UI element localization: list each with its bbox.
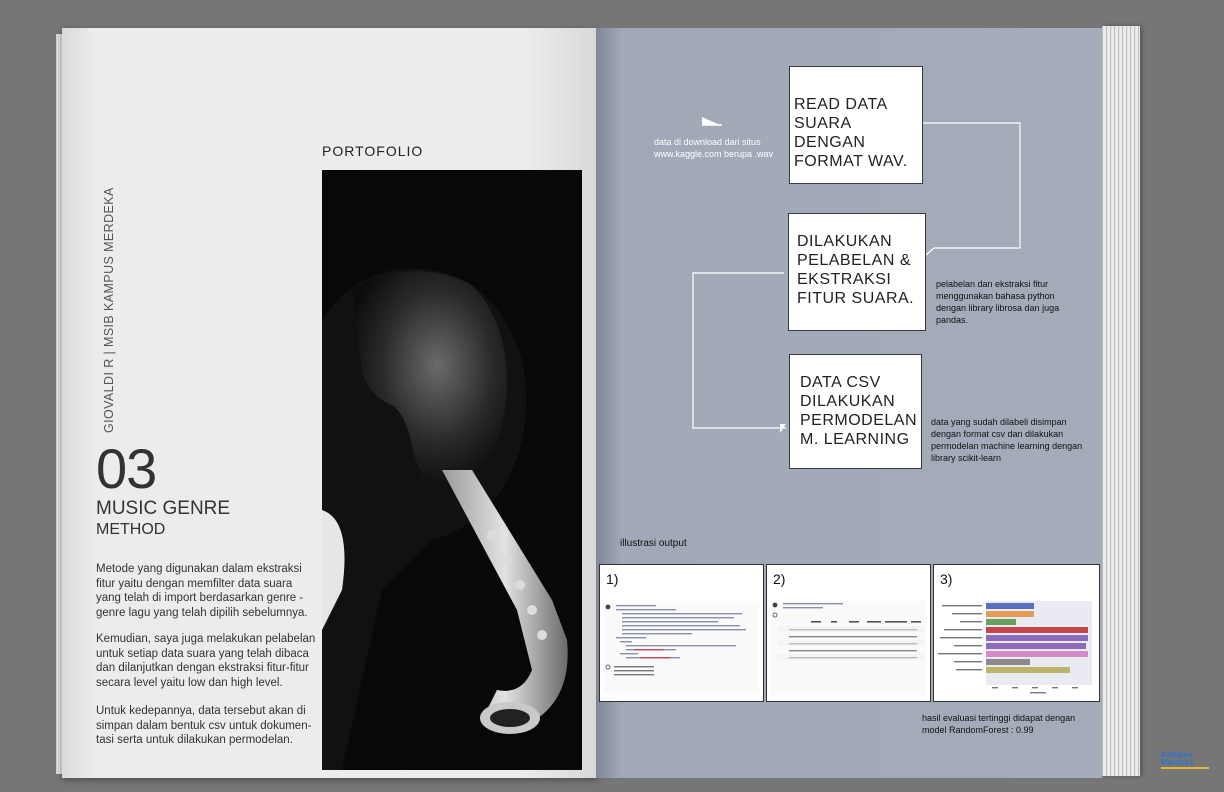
paragraph-3: Untuk kedepannya, data tersebut akan di simpan dalam bentuk csv untuk dokumen- tasi serta untuk dilakukan permodelan. xyxy=(96,705,312,746)
step1-box-text: READ DATA SUARA DENGAN FORMAT WAV. xyxy=(794,96,908,170)
paragraph-1: Metode yang digunakan dalam ekstraksi fitur yaitu dengan memfilter data suara yang telah di import berdasarkan genre - genre lagu yang telah dipilih sebelumnya. xyxy=(96,563,308,619)
step1-note: data di download dari situs www.kaggle.com berupa .wav xyxy=(654,137,774,159)
left-page xyxy=(62,28,598,778)
illustration-label: illustrasi output xyxy=(620,538,687,549)
panel-2-label: 2) xyxy=(773,571,786,587)
chapter-title-line2: METHOD xyxy=(96,521,166,538)
step3-note: data yang sudah dilabeli disimpan dengan format csv dan dilakukan permodelan machine learning dengan library scikit-learn xyxy=(931,417,1083,463)
right-page xyxy=(596,28,1102,778)
code-screenshot-1 xyxy=(604,603,759,693)
kampus-merdeka-logo xyxy=(1160,748,1216,770)
paragraph-2: Kemudian, saya juga melakukan pelabelan untuk setiap data suara yang telah dibaca dan dilanjutkan dengan ekstraksi fitur-fitur secara level yaitu low dan high level. xyxy=(96,633,316,689)
output-panel-2 xyxy=(766,564,931,702)
step2-box xyxy=(788,213,926,331)
saxophone-player-photo xyxy=(322,170,582,770)
chapter-title-line1: MUSIC GENRE xyxy=(96,498,231,519)
svg-text:Kampus: Kampus xyxy=(1161,750,1193,759)
step3-box xyxy=(789,354,922,469)
svg-text:Merdeka: Merdeka xyxy=(1161,758,1194,767)
portfolio-title: PORTOFOLIO xyxy=(322,143,424,159)
chapter-number: 03 xyxy=(96,437,157,500)
table-screenshot-2 xyxy=(771,601,926,695)
step3-box-text: DATA CSV DILAKUKAN PERMODELAN M. LEARNING xyxy=(800,374,918,448)
bar-chart-screenshot-3 xyxy=(938,599,1095,697)
result-note: hasil evaluasi tertinggi didapat dengan model RandomForest : 0.99 xyxy=(922,713,1076,735)
page-edges-right xyxy=(1102,26,1140,776)
panel-3-label: 3) xyxy=(940,571,953,587)
panel-1-label: 1) xyxy=(606,571,619,587)
step2-note: pelabelan dan ekstraksi fitur menggunakan bahasa python dengan library librosa dan juga pandas. xyxy=(936,279,1060,325)
output-panel-3 xyxy=(933,564,1100,702)
side-label: GIOVALDI R | MSIB KAMPUS MERDEKA xyxy=(102,187,116,433)
step2-box-text: DILAKUKAN PELABELAN & EKSTRAKSI FITUR SUARA. xyxy=(797,233,915,307)
output-panel-1 xyxy=(599,564,764,702)
step1-box xyxy=(789,66,923,184)
